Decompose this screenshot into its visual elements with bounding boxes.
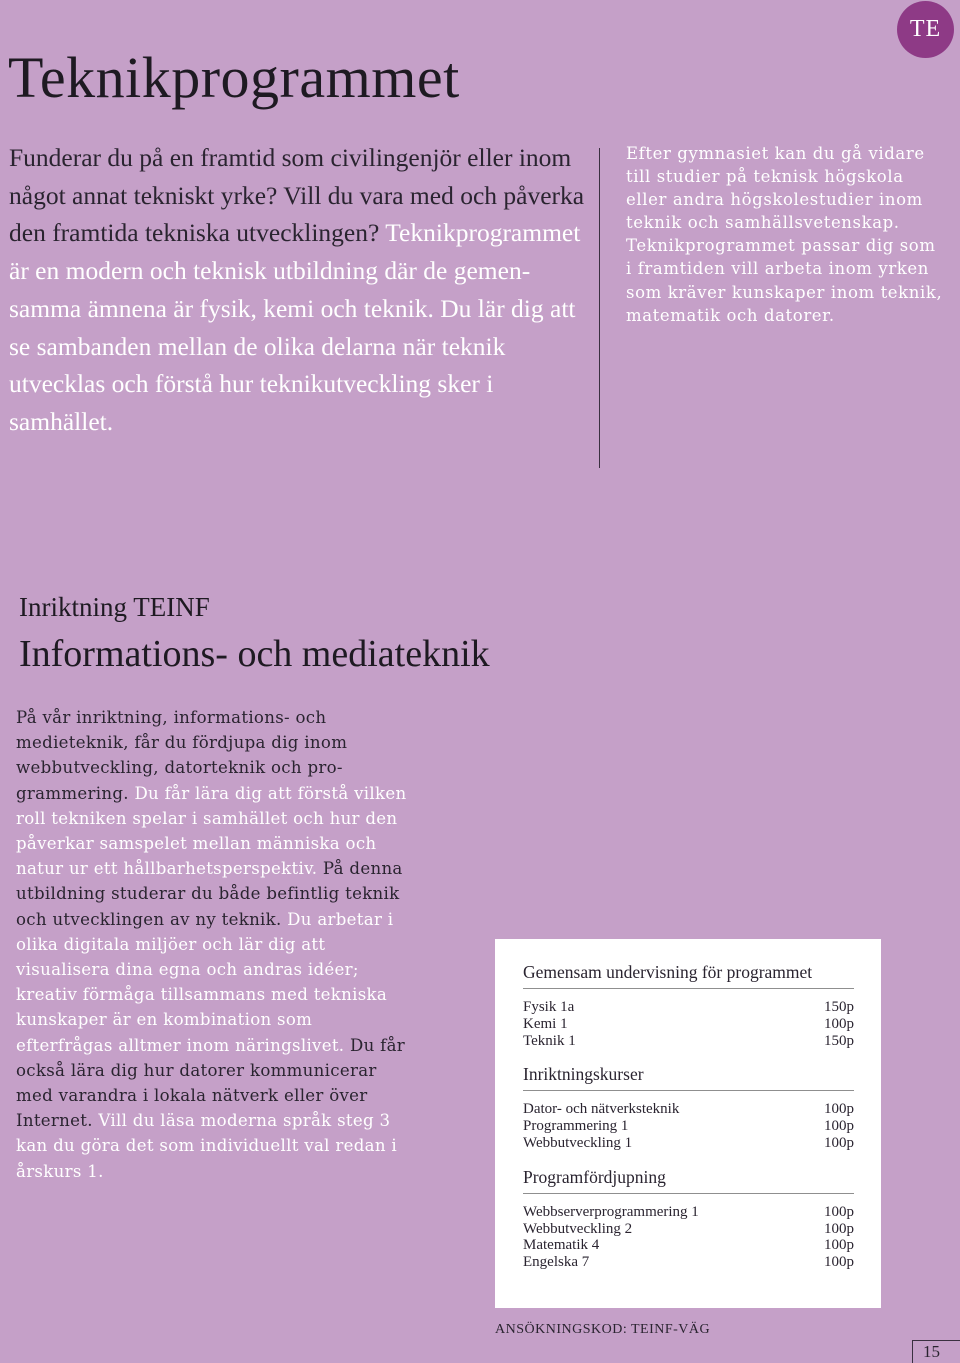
intro-paragraph — [9, 139, 589, 441]
course-row — [523, 1221, 854, 1238]
description-part-4: Du arbetar i olika digitala miljöer och lär dig att visualisera dina egna och andras idéer; kreativ förmåga tillsammans med tekniska kunskaper är en kombination som efterfrågas alltmer inom näringslivet. — [16, 909, 394, 1055]
course-points: 100p — [824, 1203, 854, 1220]
course-points: 100p — [824, 1101, 854, 1118]
description-part-2: Du får lära dig att förstå vilken roll tekniken spelar i samhället och hur den påverkar samspelet mellan människa och natur ur ett hållbarhetsperspektiv. — [16, 783, 407, 879]
description-part-3: På denna utbildning studerar du både befintlig teknik och utvecklingen av ny teknik. — [16, 859, 403, 929]
course-row — [523, 1135, 854, 1152]
course-list — [523, 1204, 854, 1271]
course-points: 100p — [824, 1015, 854, 1032]
course-row — [523, 1033, 854, 1050]
course-row — [523, 999, 854, 1016]
inriktning-title: Informations- och mediateknik — [19, 633, 490, 675]
application-code: ANSÖKNINGSKOD: TEINF-VÄG — [495, 1322, 711, 1337]
course-name: Webbutveckling 1 — [523, 1134, 633, 1151]
course-box — [495, 939, 881, 1308]
course-row — [523, 1118, 854, 1135]
page-title: Teknikprogrammet — [8, 45, 460, 110]
course-name: Programmering 1 — [523, 1118, 629, 1135]
course-section-inriktning — [523, 1063, 854, 1151]
course-points: 100p — [824, 1237, 854, 1254]
column-divider — [599, 148, 600, 468]
intro-part-1: Funderar du på en framtid som civilingenjör eller inom något annat tekniskt yrke? Vill du vara med och påverka den framtida tekniska utvecklingen? — [9, 143, 585, 248]
description-part-6: Vill du läsa moderna språk steg 3 kan du göra det som individuellt val redan i årskurs 1. — [16, 1111, 397, 1181]
course-row — [523, 1237, 854, 1254]
course-section-heading: Programfördjupning — [523, 1166, 854, 1194]
sidebar-paragraph: Efter gymnasiet kan du gå vidare till studier på teknisk högskola eller andra högskolestudier inom teknik och samhällsvetenskap. Teknikprogrammet passar dig som i framtiden vill arbeta inom yrken som kräver kunskaper inom teknik, matematik och datorer. — [626, 144, 943, 325]
course-name: Engelska 7 — [523, 1254, 590, 1271]
course-list — [523, 999, 854, 1049]
course-points: 100p — [824, 1220, 854, 1237]
course-section-heading: Inriktningskurser — [523, 1063, 854, 1091]
course-name: Dator- och nätverksteknik — [523, 1101, 680, 1118]
inriktning-description — [16, 705, 411, 1184]
description-part-5: Du får också lära dig hur datorer kommunicerar med varandra i lokala nätverk eller över Internet. — [16, 1035, 406, 1131]
course-section-gemensam — [523, 961, 854, 1049]
course-points: 100p — [824, 1118, 854, 1135]
course-row — [523, 1016, 854, 1033]
course-list — [523, 1101, 854, 1151]
description-part-1: På vår inriktning, informations- och medieteknik, får du fördjupa dig inom webbutveckling, datorteknik och programmering. — [16, 708, 348, 803]
course-section-fordjupning — [523, 1166, 854, 1271]
program-badge: TE — [897, 1, 954, 58]
course-name: Webbserverprogrammering 1 — [523, 1203, 699, 1220]
intro-part-2: Teknikprogrammet är en modern och teknisk utbildning där de gemensamma ämnena är fysik, kemi och teknik. Du lär dig att se sambanden mellan de olika delarna när teknik utvecklas och förstå hur teknikutveckling sker i samhället. — [9, 218, 581, 436]
course-name: Kemi 1 — [523, 1015, 568, 1032]
course-name: Webbutveckling 2 — [523, 1220, 633, 1237]
course-points: 150p — [824, 1032, 854, 1049]
course-name: Teknik 1 — [523, 1032, 576, 1049]
course-points: 100p — [824, 1134, 854, 1151]
course-row — [523, 1204, 854, 1221]
course-name: Matematik 4 — [523, 1237, 600, 1254]
course-name: Fysik 1a — [523, 999, 575, 1015]
course-section-heading: Gemensam undervisning för programmet — [523, 961, 854, 989]
course-points: 100p — [824, 1254, 854, 1271]
inriktning-label: Inriktning TEINF — [19, 592, 210, 622]
course-points: 150p — [824, 999, 854, 1015]
course-row — [523, 1254, 854, 1271]
page-number: 15 — [912, 1340, 960, 1363]
course-row — [523, 1101, 854, 1118]
